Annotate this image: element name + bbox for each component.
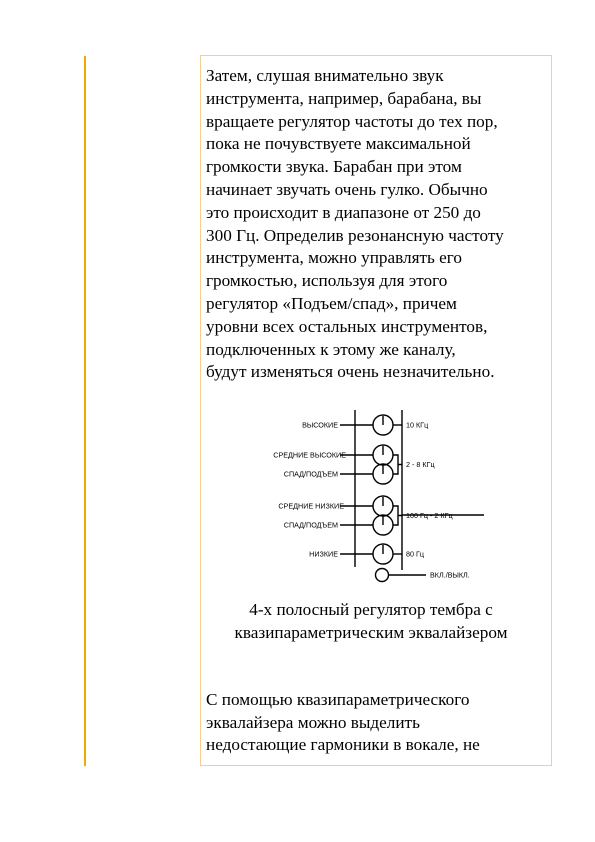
equalizer-diagram [258, 405, 498, 595]
paragraph-2-line: недостающие гармоники в вокале, не [206, 735, 480, 754]
caption-line: квазипараметрическим эквалайзером [234, 623, 508, 642]
knob-label: СПАД/ПОДЪЕМ [283, 469, 338, 479]
paragraph-1-line: уровни всех остальных инструментов, [206, 316, 488, 336]
left-margin-rule [84, 56, 86, 766]
knob-label: СРЕДНИЕ НИЗКИЕ [278, 501, 344, 511]
paragraph-1-line: инструмента, например, барабана, вы [206, 88, 482, 108]
paragraph-1-line: 300 Гц. Определив резонансную частоту [206, 225, 504, 245]
bypass-switch-icon [376, 569, 389, 582]
paragraph-2 [206, 689, 552, 757]
paragraph-1-line: регулятор «Подъем/спад», причем [206, 293, 457, 313]
knob-label: НИЗКИЕ [309, 549, 338, 559]
knob-label: СРЕДНИЕ ВЫСОКИЕ [273, 450, 346, 460]
paragraph-2-line: эквалайзера можно выделить [206, 712, 420, 732]
knob-label: СПАД/ПОДЪЕМ [283, 520, 338, 530]
paragraph-1-line: будут изменяться очень незначительно. [206, 362, 495, 382]
paragraph-1-line: инструмента, можно управлять его [206, 248, 463, 268]
range-label: 80 Гц [406, 549, 425, 559]
paragraph-1-line: подключенных к этому же каналу, [206, 339, 456, 359]
paragraph-1-line: пока не почувствуете максимальной [206, 134, 471, 154]
range-label: 2 - 8 КГц [406, 460, 435, 469]
range-label: 10 КГц [406, 420, 429, 430]
paragraph-2-line: С помощью квазипараметрического [206, 690, 470, 709]
paragraph-1-line: громкостью, используя для этого [206, 271, 448, 291]
knob-label: ВЫСОКИЕ [302, 420, 338, 430]
paragraph-1-line: вращаете регулятор частоты до тех пор, [206, 111, 498, 131]
caption-line: 4-х полосный регулятор тембра с [249, 600, 493, 619]
paragraph-1-line: Затем, слушая внимательно звук [206, 66, 444, 85]
figure-caption [206, 598, 536, 644]
switch-label: ВКЛ./ВЫКЛ. [430, 570, 470, 580]
range-label: 100 Гц - 2 КГц [406, 511, 453, 520]
paragraph-1 [206, 65, 552, 384]
paragraph-1-line: громкости звука. Барабан при этом [206, 157, 462, 177]
paragraph-1-line: это происходит в диапазоне от 250 до [206, 202, 481, 222]
paragraph-1-line: начинает звучать очень гулко. Обычно [206, 179, 488, 199]
